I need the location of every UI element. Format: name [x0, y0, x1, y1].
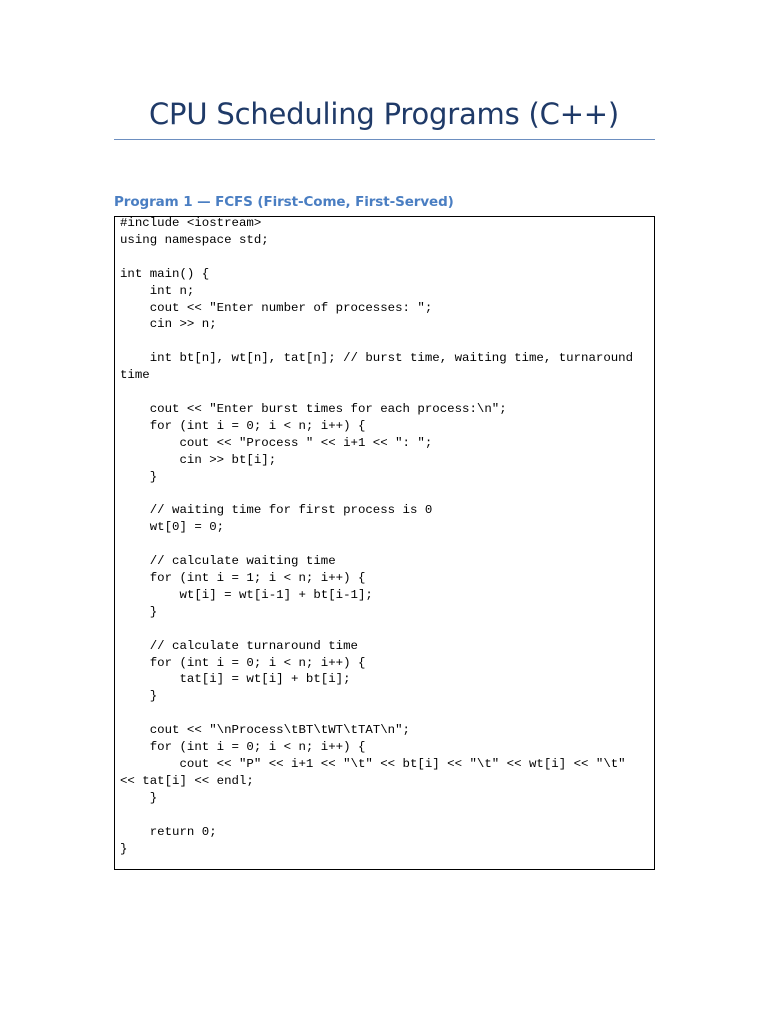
title-divider — [114, 139, 655, 140]
code-block — [114, 216, 655, 870]
code-listing: #include <iostream> using namespace std; int main() { int n; cout << "Enter number of processes: "; cin >> n; int bt[n], wt[n], tat[n]; // burst time, waiting time, turnaround time cout << "Enter burst times for each process:\n"; for (int i = 0; i < n; i++) { cout << "Process " << i+1 << ": "; cin >> bt[i]; } // waiting time for first process is 0 wt[0] = 0; // calculate waiting time for (int i = 1; i < n; i++) { wt[i] = wt[i-1] + bt[i-1]; } // calculate turnaround time for (int i = 0; i < n; i++) { tat[i] = wt[i] + bt[i]; } cout << "\nProcess\tBT\tWT\tTAT\n"; for (int i = 0; i < n; i++) { cout << "P" << i+1 << "\t" << bt[i] << "\t" << wt[i] << "\t" << tat[i] << endl; } return 0; } — [120, 216, 634, 856]
page-title: CPU Scheduling Programs (C++) — [148, 97, 620, 131]
section-heading: Program 1 — FCFS (First-Come, First-Served) — [114, 194, 454, 210]
